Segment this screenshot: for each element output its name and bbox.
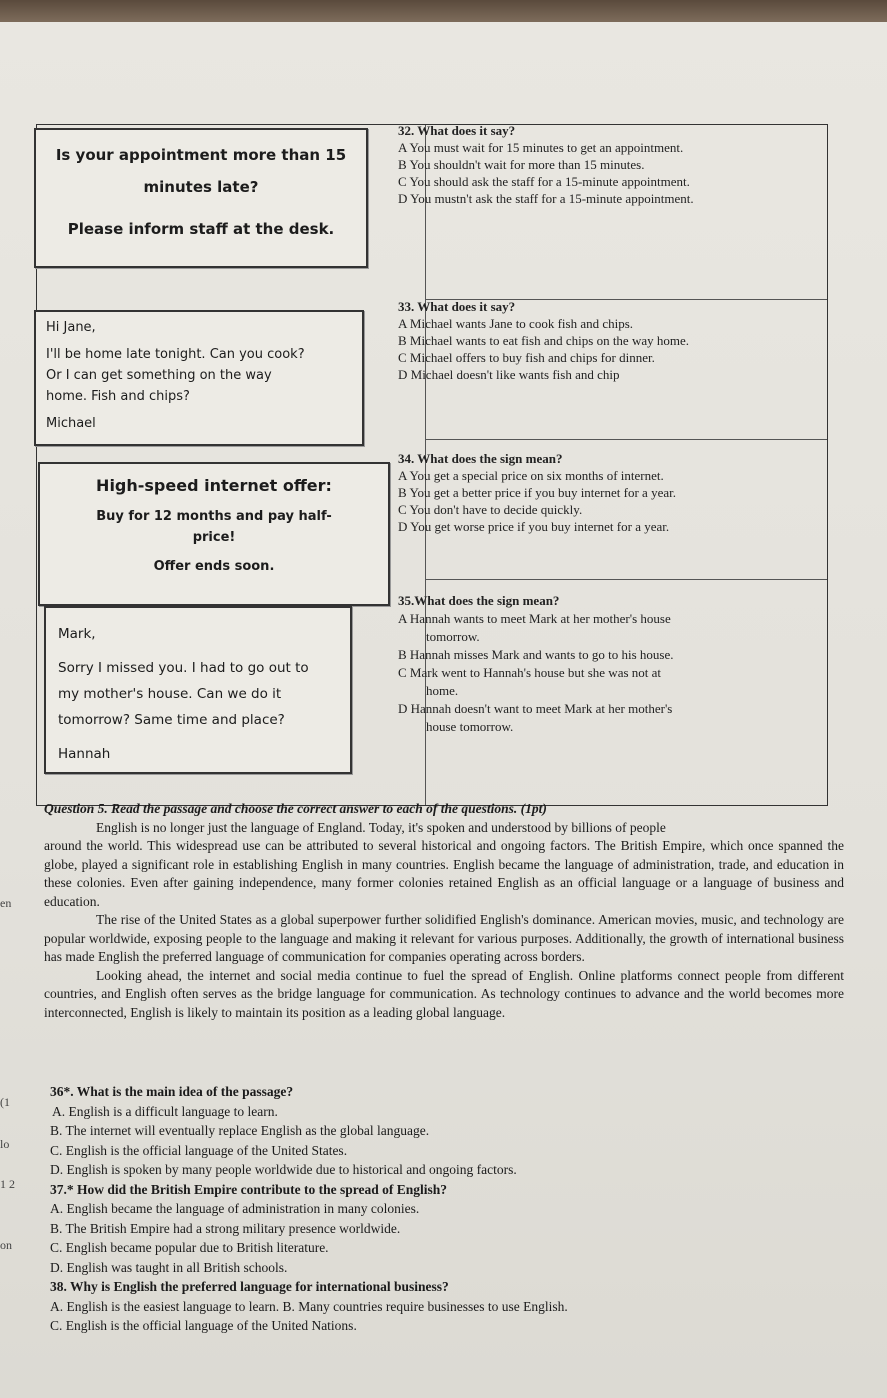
sign-text: Is your appointment more than 15 xyxy=(55,146,347,164)
question-32 xyxy=(398,122,818,207)
passage-paragraph-1-first: English is no longer just the language of England. Today, it's spoken and understood by billions of people xyxy=(96,819,666,835)
option-c: C. English is the official language of the United States. xyxy=(50,1142,348,1158)
option-ab: A. English is the easiest language to learn. B. Many countries require businesses to use English. xyxy=(50,1298,568,1314)
option-b: B You shouldn't wait for more than 15 minutes. xyxy=(398,157,645,172)
option-b: B Michael wants to eat fish and chips on the way home. xyxy=(398,333,689,348)
question-34 xyxy=(398,450,818,535)
grid-divider xyxy=(425,579,827,580)
passage-paragraph-3: Looking ahead, the internet and social media continue to fuel the spread of English. Online platforms connect people from different countries, and English often serves as the bridge language for communication. As technology continues to advance and the world becomes more interconnected, English is likely to maintain its position as a leading global language. xyxy=(44,967,844,1020)
question-title: 32. What does it say? xyxy=(398,123,516,138)
option-c: C. English is the official language of the United Nations. xyxy=(50,1318,357,1333)
question-38-title: 38. Why is English the preferred language for international business? xyxy=(50,1279,449,1294)
reading-passage xyxy=(44,800,844,1022)
option-b: B. The British Empire had a strong military presence worldwide. xyxy=(50,1220,401,1236)
sign-text: Please inform staff at the desk. xyxy=(67,220,335,238)
question-title: 33. What does it say? xyxy=(398,299,516,314)
worksheet-page xyxy=(0,22,887,1398)
sign-text: Offer ends soon. xyxy=(153,559,275,574)
sign-text: High-speed internet offer: xyxy=(96,476,332,495)
sign-internet-offer xyxy=(38,462,390,606)
note-michael xyxy=(34,310,364,446)
margin-mark: en xyxy=(0,896,12,910)
note-text: tomorrow? Same time and place? xyxy=(58,712,285,728)
option-c: C Mark went to Hannah's house but she was not at xyxy=(398,665,662,680)
note-text: I'll be home late tonight. Can you cook? xyxy=(46,347,305,362)
question-title: 35.What does the sign mean? xyxy=(398,593,560,608)
question-title: 34. What does the sign mean? xyxy=(398,451,563,466)
question-37-title: 37.* How did the British Empire contribute to the spread of English? xyxy=(50,1181,448,1197)
option-b: B. The internet will eventually replace English as the global language. xyxy=(50,1123,430,1138)
sign-text: price! xyxy=(192,530,236,545)
margin-mark: 1 2 xyxy=(0,1177,15,1191)
option-c: C You should ask the staff for a 15-minute appointment. xyxy=(398,174,690,189)
note-text: Mark, xyxy=(58,626,96,642)
note-text: my mother's house. Can we do it xyxy=(58,686,282,702)
option-a: A. English is a difficult language to learn. xyxy=(52,1103,278,1119)
option-c: C. English became popular due to British literature. xyxy=(50,1240,329,1255)
note-text: Sorry I missed you. I had to go out to xyxy=(58,660,309,676)
grid-divider xyxy=(425,439,827,440)
passage-paragraph-1: around the world. This widespread use can be attributed to several historical and ongoing factors. The British Empire, which once spanned the globe, played a significant role in establishing English in many countries. English became the language of administration, trade, and education in these colonies. Even after gaining independence, many former colonies retained English as an official language or a language of business and education. xyxy=(44,838,844,909)
option-a: A You get a special price on six months of internet. xyxy=(398,468,664,483)
option-b: B Hannah misses Mark and wants to go to his house. xyxy=(398,647,674,662)
question-36-title: 36*. What is the main idea of the passage? xyxy=(50,1084,294,1099)
option-d: D Michael doesn't like wants fish and chip xyxy=(398,367,620,382)
option-a: A Michael wants Jane to cook fish and chips. xyxy=(398,316,634,331)
option-d: D You get worse price if you buy internet for a year. xyxy=(398,519,670,534)
margin-mark: on xyxy=(0,1238,12,1252)
sign-appointment xyxy=(34,128,368,268)
sign-text: minutes late? xyxy=(143,178,259,196)
option-b: B You get a better price if you buy internet for a year. xyxy=(398,485,676,500)
question-35 xyxy=(398,592,818,736)
mcq-section xyxy=(50,1082,850,1336)
note-text: Or I can get something on the way xyxy=(46,368,272,383)
option-d: D You mustn't ask the staff for a 15-minute appointment. xyxy=(398,191,694,206)
margin-mark: (1 xyxy=(0,1095,10,1109)
margin-mark: lo xyxy=(0,1137,10,1151)
note-text: home. Fish and chips? xyxy=(46,389,190,404)
option-a: A You must wait for 15 minutes to get an appointment. xyxy=(398,140,684,155)
note-text: Hi Jane, xyxy=(46,320,96,335)
option-a: A. English became the language of administration in many colonies. xyxy=(50,1201,420,1216)
note-signature: Hannah xyxy=(58,746,111,762)
option-d: D Hannah doesn't want to meet Mark at her mother's xyxy=(398,701,673,716)
option-c: C You don't have to decide quickly. xyxy=(398,502,583,517)
note-hannah xyxy=(44,606,352,774)
option-a-cont: tomorrow. xyxy=(426,629,480,644)
option-d: D. English is spoken by many people worldwide due to historical and ongoing factors. xyxy=(50,1162,517,1177)
option-c: C Michael offers to buy fish and chips for dinner. xyxy=(398,350,655,365)
option-d: D. English was taught in all British schools. xyxy=(50,1259,288,1275)
option-d-cont: house tomorrow. xyxy=(426,719,514,734)
question-33 xyxy=(398,298,818,383)
sign-text: Buy for 12 months and pay half- xyxy=(96,509,332,524)
passage-paragraph-2: The rise of the United States as a global superpower further solidified English's dominance. American movies, music, and technology are popular worldwide, exposing people to the language and making it relevant for various purposes. Additionally, the growth of international business has made English the preferred language of communication for companies operating across borders. xyxy=(44,912,844,964)
option-c-cont: home. xyxy=(426,683,459,698)
note-signature: Michael xyxy=(46,416,96,431)
option-a: A Hannah wants to meet Mark at her mother's house xyxy=(398,611,671,626)
passage-heading: Question 5. Read the passage and choose the correct answer to each of the questions. (1pt) xyxy=(44,801,547,816)
